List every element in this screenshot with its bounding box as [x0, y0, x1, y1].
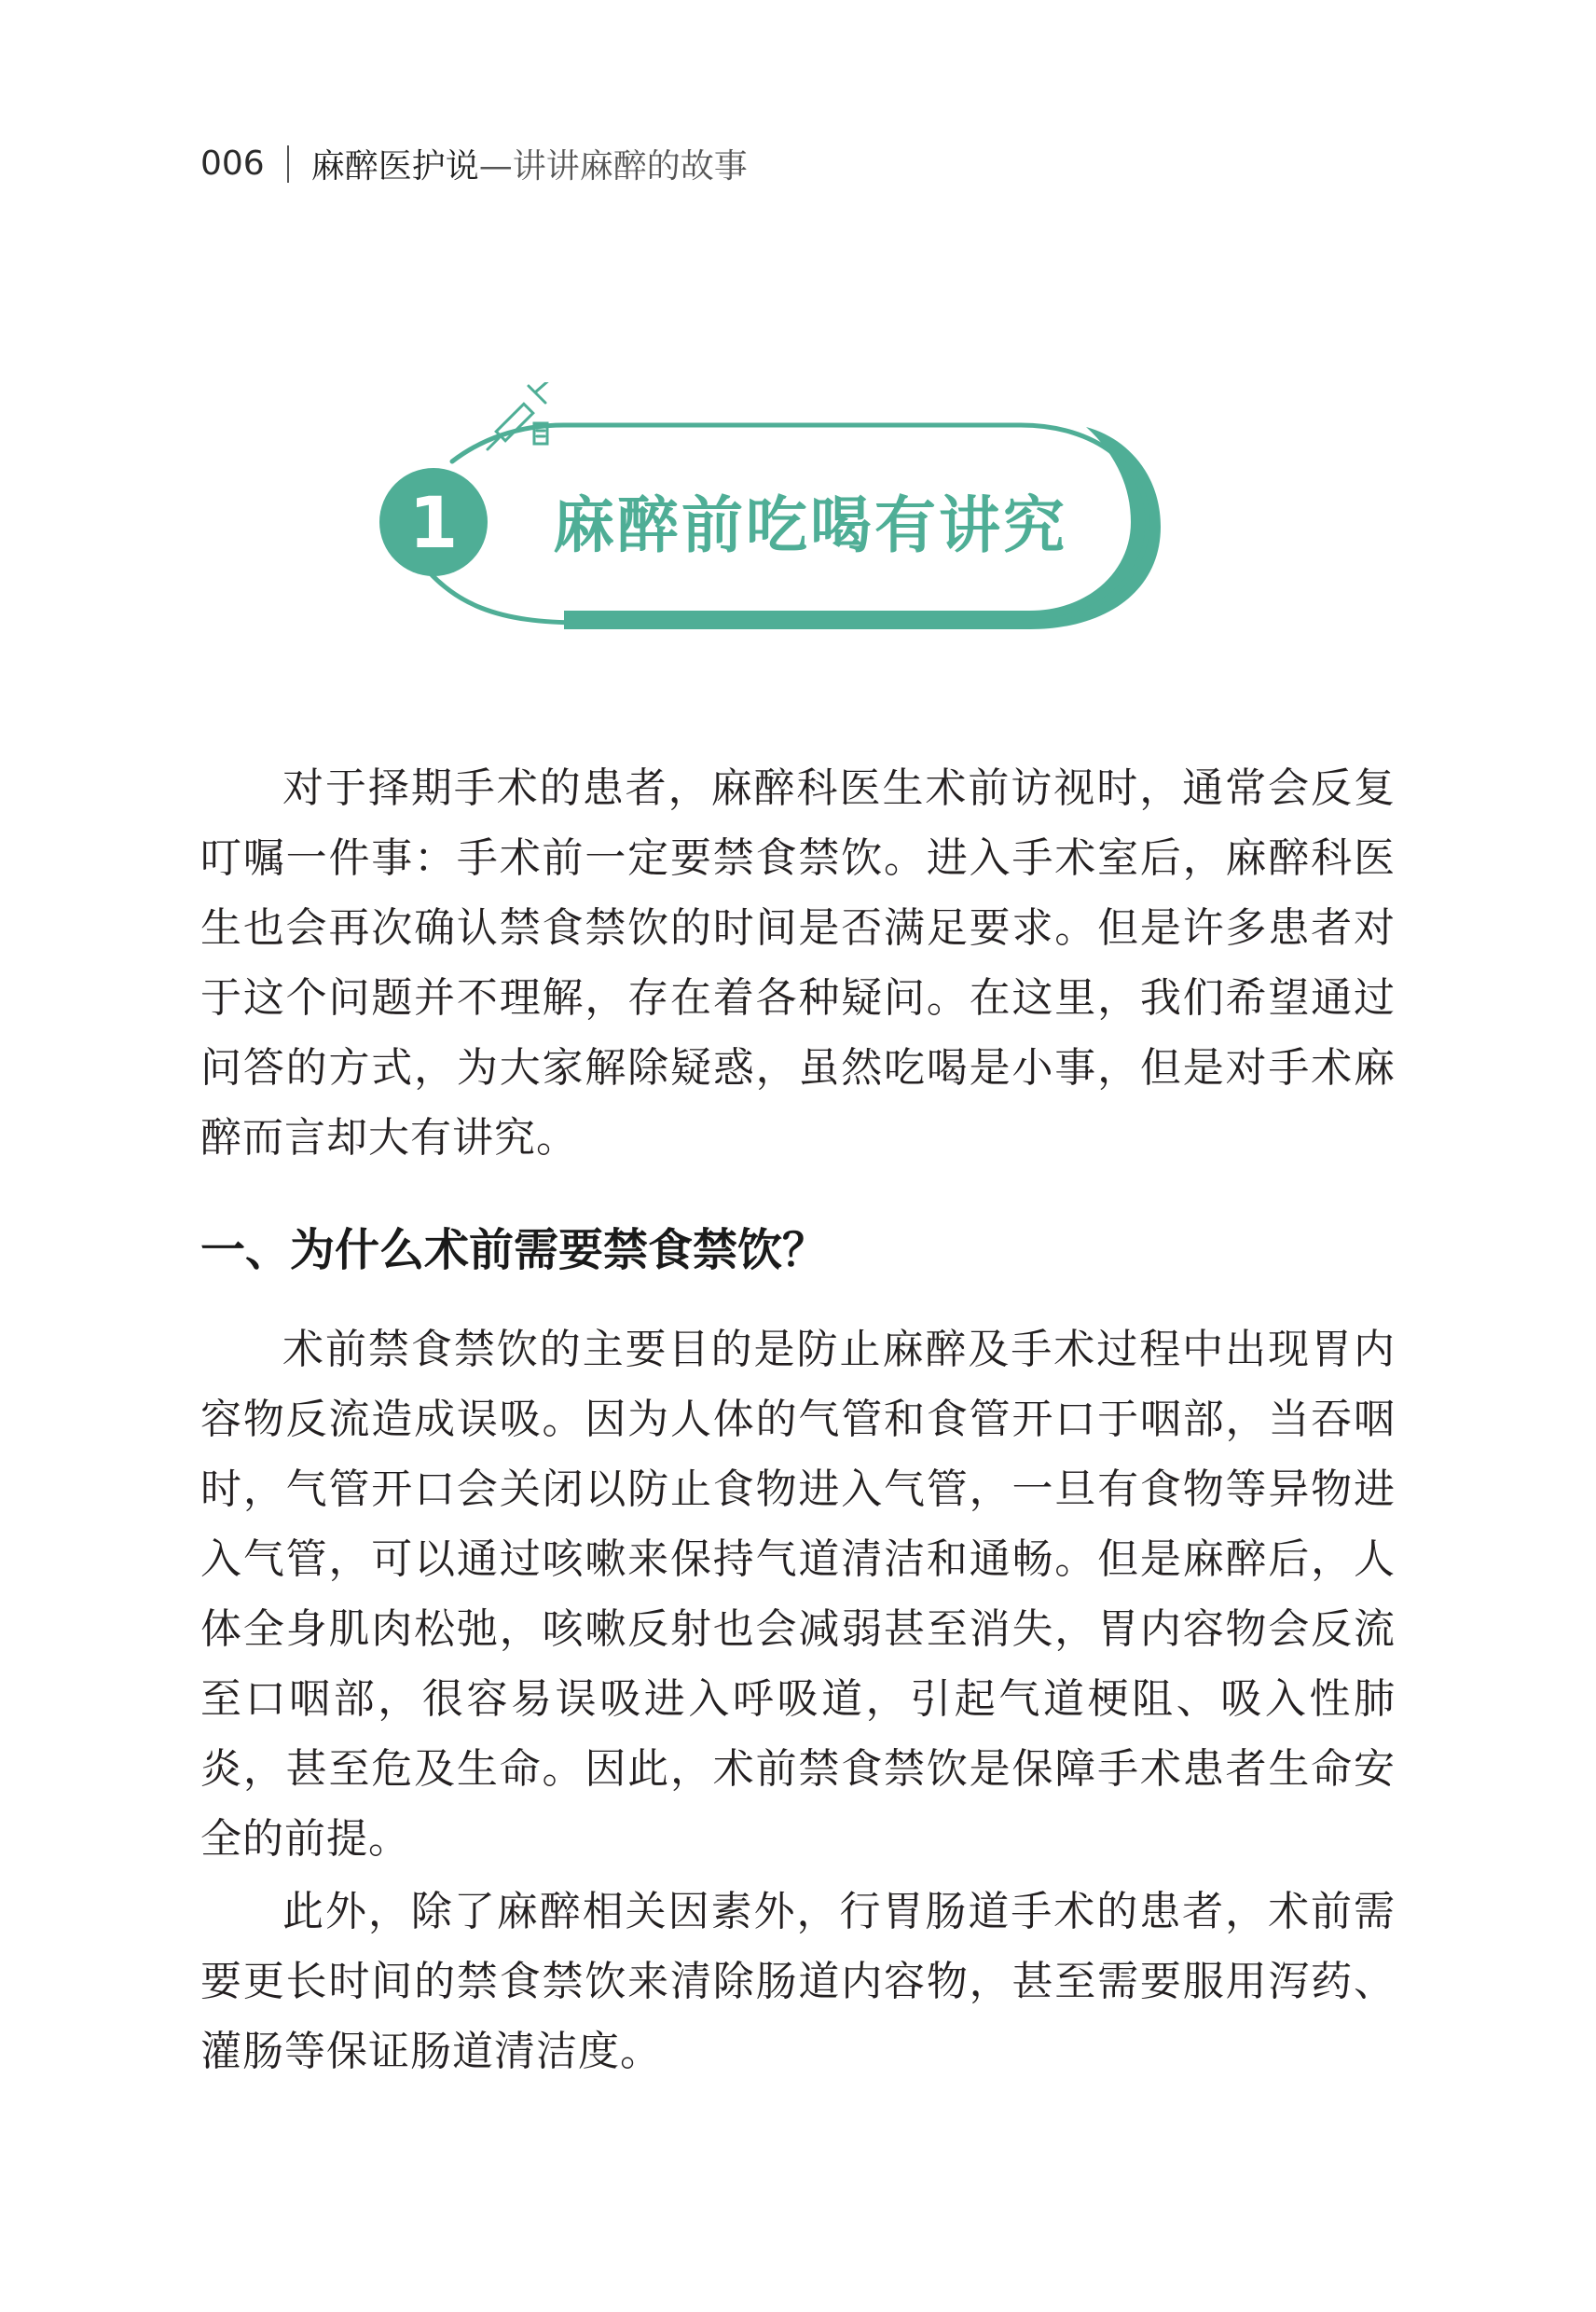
book-title: 麻醉医护说: [310, 147, 479, 186]
chapter-banner: [378, 382, 1170, 634]
chapter-number: 1: [408, 480, 459, 564]
running-head: [200, 140, 748, 187]
section-heading: 一、为什么术前需要禁食禁饮？: [200, 1224, 828, 1276]
book-subtitle: —讲讲麻醉的故事: [478, 147, 748, 186]
body-paragraph: 此外，除了麻醉相关因素外，行胃肠道手术的患者，术前需要更长时间的禁食禁饮来清除肠道内容物，甚至需要服用泻药、灌肠等保证肠道清洁度。: [200, 1888, 1396, 2075]
body-paragraph: 术前禁食禁饮的主要目的是防止麻醉及手术过程中出现胃内容物反流造成误吸。因为人体的气管和食管开口于咽部，当吞咽时，气管开口会关闭以防止食物进入气管，一旦有食物等异物进入气管，可以通过咳嗽来保持气道清洁和通畅。但是麻醉后，人体全身肌肉松弛，咳嗽反射也会减弱甚至消失，胃内容物会反流至口咽部，很容易误吸进入呼吸道，引起气道梗阻、吸入性肺炎，甚至危及生命。因此，术前禁食禁饮是保障手术患者生命安全的前提。: [200, 1326, 1396, 1863]
page-number: 006: [200, 144, 265, 183]
intro-paragraph: 对于择期手术的患者，麻醉科医生术前访视时，通常会反复叮嘱一件事：手术前一定要禁食禁饮。进入手术室后，麻醉科医生也会再次确认禁食禁饮的时间是否满足要求。但是许多患者对于这个问题并不理解，存在着各种疑问。在这里，我们希望通过问答的方式，为大家解除疑惑，虽然吃喝是小事，但是对手术麻醉而言却大有讲究。: [200, 764, 1396, 1162]
header-divider: [287, 145, 289, 183]
syringe-icon: [488, 382, 551, 449]
chapter-title: 麻醉前吃喝有讲究: [553, 489, 1067, 561]
